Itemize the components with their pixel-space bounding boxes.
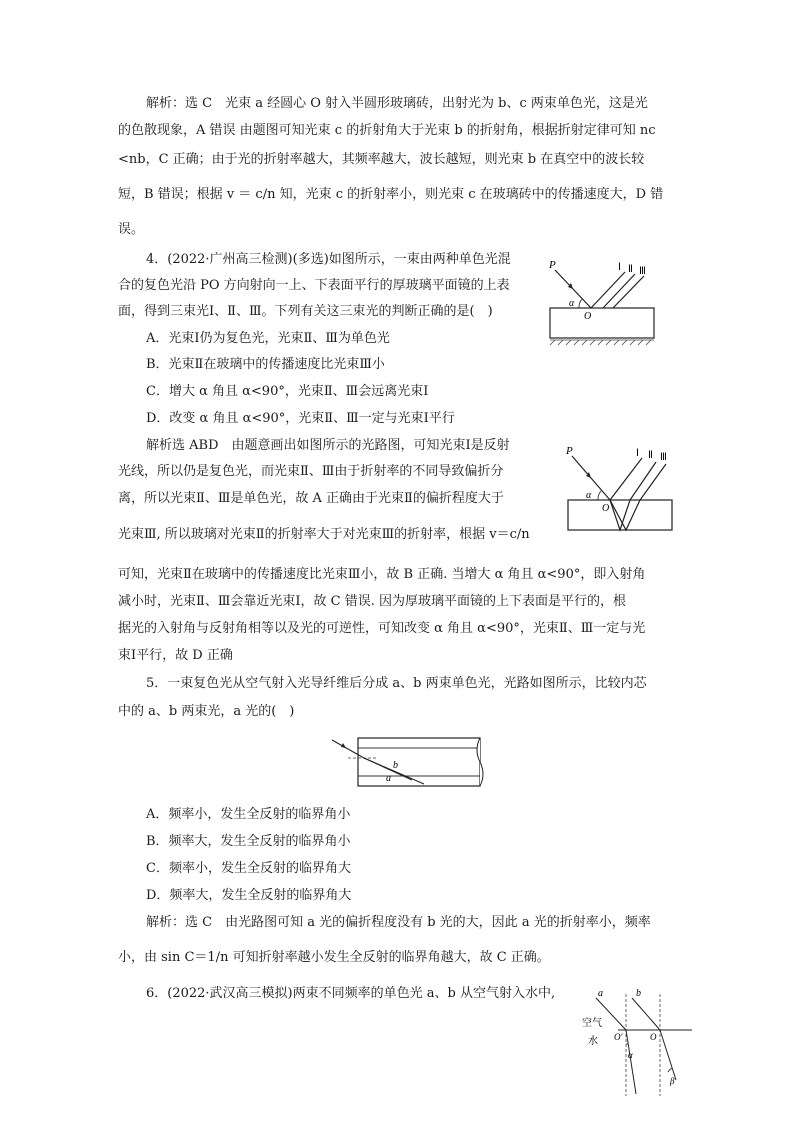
ray-b-refracted	[660, 1030, 676, 1080]
label-beam-2: Ⅱ	[628, 264, 633, 275]
fiber-break	[477, 738, 483, 786]
q4-stem-line-2: 合的复色光沿 PO 方向射向一上、下表面平行的厚玻璃平面镜的上表	[118, 278, 510, 293]
q4-solution-line-2: 光线，所以仍是复色光，而光束Ⅱ、Ⅲ由于折射率的不同导致偏折分	[118, 464, 504, 479]
q4-stem-line-1: 4．(2022·广州高三检测)(多选)如图所示，一束由两种单色光混	[146, 252, 511, 267]
q4-solution-line-1: 解析选 ABD 由题意画出如图所示的光路图，可知光束Ⅰ是反射	[146, 438, 510, 453]
label-beam-2: Ⅱ	[648, 450, 653, 461]
label-beam-3: Ⅲ	[639, 266, 646, 277]
label-beam-3: Ⅲ	[660, 452, 667, 463]
q5-solution-line-1: 解析：选 C 由光路图可知 a 光的偏折程度没有 b 光的大，因此 a 光的折射率小，频率	[146, 915, 651, 930]
q5-stem-line-1: 5．一束复色光从空气射入光导纤维后分成 a、b 两束单色光，光路如图所示，比较内芯	[146, 676, 647, 691]
q4-solution-line-6: 减小时，光束Ⅱ、Ⅲ会靠近光束Ⅰ，故 C 错误. 因为厚玻璃平面镜的上下表面是平行的，根	[118, 594, 626, 609]
label-alpha: α	[569, 298, 575, 309]
q3-solution-line-4: 短，B 错误；根据 v ＝ c/n 知，光束 c 的折射率小，则光束 c 在玻璃砖中的传播速度大，D 错	[118, 187, 664, 202]
q4-option-c: C．增大 α 角且 α<90°，光束Ⅱ、Ⅲ会远离光束Ⅰ	[146, 384, 429, 399]
label-alpha: α	[628, 1050, 633, 1060]
label-o: O	[602, 503, 610, 514]
label-beam-1: Ⅰ	[618, 262, 621, 273]
q4-stem-line-3: 面，得到三束光Ⅰ、Ⅱ、Ⅲ。下列有关这三束光的判断正确的是( )	[118, 304, 493, 319]
q6-figure-refraction	[570, 984, 700, 1100]
q3-solution-line-5: 误。	[118, 222, 145, 237]
q4-option-a: A．光束Ⅰ仍为复色光，光束Ⅱ、Ⅲ为单色光	[146, 331, 390, 346]
label-beam-1: Ⅰ	[636, 448, 639, 459]
q4-solution-line-3: 离，所以光束Ⅱ、Ⅲ是单色光，故 A 正确由于光束Ⅱ的偏折程度大于	[118, 491, 504, 506]
ray-b-incident	[632, 998, 660, 1030]
incident-ray	[332, 740, 364, 758]
q5-solution-line-2: 小，由 sin C＝1/n 可知折射率越小发生全反射的临界角越大，故 C 正确。	[118, 950, 550, 965]
q4-option-b: B．光束Ⅱ在玻璃中的传播速度比光束Ⅲ小	[146, 357, 385, 372]
refracted-ray-2	[610, 462, 656, 530]
glass-block	[550, 308, 654, 338]
label-b: b	[393, 760, 398, 771]
q4-solution-line-7: 据光的入射角与反射角相等以及光的可逆性，可知改变 α 角且 α<90°，光束Ⅱ、Ⅲ一定与光	[118, 621, 646, 636]
ray-a-refracted	[626, 1030, 636, 1094]
label-o: O	[650, 1032, 657, 1042]
label-o-prime: O′	[614, 1032, 623, 1042]
glass-block	[568, 500, 672, 530]
incident-arrow	[341, 743, 346, 748]
q4-solution-line-5: 可知，光束Ⅱ在玻璃中的传播速度比光束Ⅲ小，故 B 正确. 当增大 α 角且 α<90°，即入射角	[118, 567, 646, 582]
label-o: O	[584, 311, 592, 322]
refracted-ray-3	[610, 464, 666, 530]
q4-figure-prism-mirror	[535, 256, 660, 352]
fiber-cladding	[358, 738, 480, 786]
label-a: a	[598, 988, 603, 999]
fiber-core	[358, 748, 480, 776]
label-beta: β	[670, 1076, 675, 1086]
ground-hatching	[550, 340, 654, 345]
label-b: b	[636, 988, 641, 999]
q3-solution-line-3: <nb，C 正确；由于光的折射率越大，其频率越大，波长越短，则光束 b 在真空中的波长较	[118, 152, 645, 167]
q4-solution-line-4: 光束Ⅲ, 所以玻璃对光束Ⅱ的折射率大于对光束Ⅲ的折射率，根据 v＝c/n	[118, 527, 530, 542]
beta-arc	[668, 1068, 672, 1072]
reflected-ray	[610, 458, 642, 500]
q3-solution-line-2: 的色散现象，A 错误 由题图可知光束 c 的折射角大于光束 b 的折射角，根据折射定律可知 nc	[118, 123, 656, 138]
q5-option-c: C．频率小，发生全反射的临界角大	[146, 861, 351, 876]
q4-option-d: D．改变 α 角且 α<90°，光束Ⅱ、Ⅲ一定与光束Ⅰ平行	[146, 411, 455, 426]
angle-arc	[579, 299, 582, 308]
q5-figure-optical-fiber	[330, 726, 495, 798]
q3-solution-line-1: 解析：选 C 光束 a 经圆心 O 射入半圆形玻璃砖，出射光为 b、c 两束单色光，这是光	[146, 96, 648, 111]
label-air: 空气	[582, 1018, 602, 1029]
q5-option-b: B．频率大，发生全反射的临界角小	[146, 834, 351, 849]
label-p: P	[566, 445, 573, 457]
q4-solution-line-8: 束Ⅰ平行，故 D 正确	[118, 648, 233, 663]
q5-stem-line-2: 中的 a、b 两束光，a 光的( )	[118, 704, 295, 719]
label-p: P	[549, 259, 556, 271]
q5-option-d: D．频率大，发生全反射的临界角大	[146, 888, 352, 903]
label-water: 水	[588, 1036, 598, 1047]
q4-figure-light-path	[556, 444, 678, 540]
q6-stem: 6．(2022·武汉高三模拟)两束不同频率的单色光 a、b 从空气射入水中,	[146, 986, 556, 1001]
label-a: a	[386, 773, 391, 784]
label-alpha: α	[586, 490, 592, 501]
angle-arc	[598, 491, 601, 500]
q5-option-a: A．频率小，发生全反射的临界角小	[146, 807, 351, 822]
